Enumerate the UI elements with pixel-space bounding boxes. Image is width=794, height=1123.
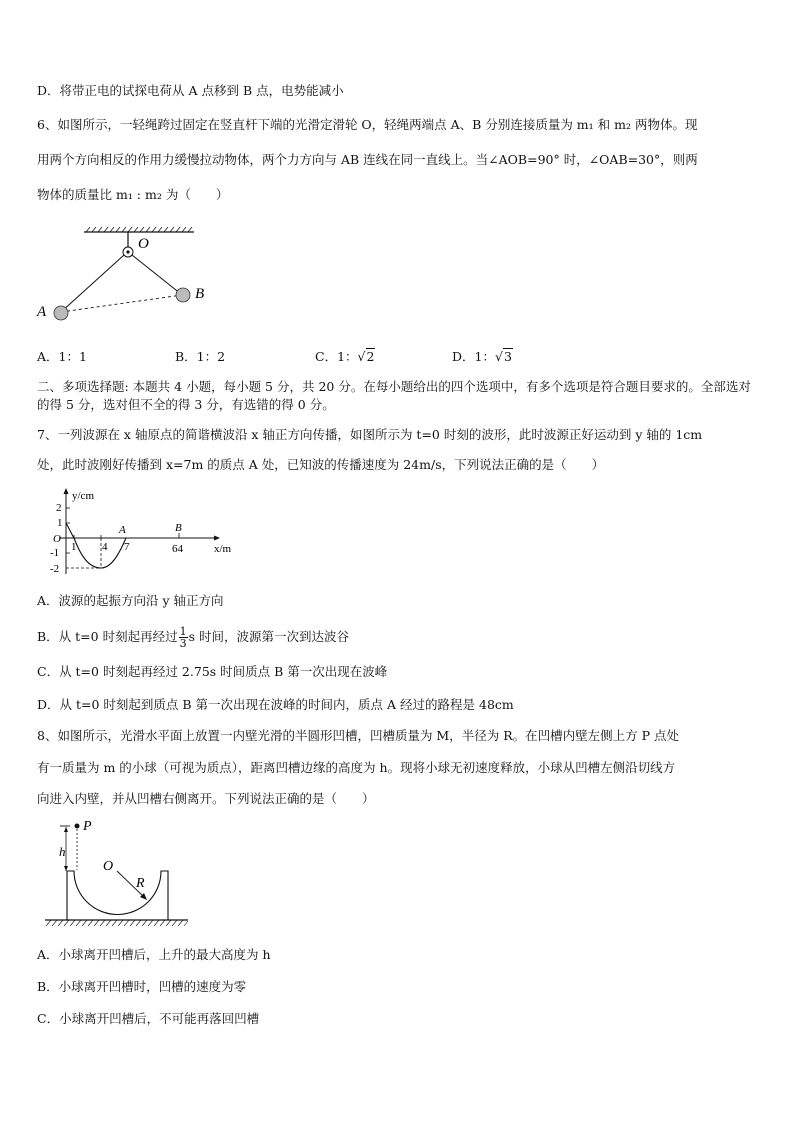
q7-option-c: C．从 t=0 时刻起再经过 2.75s 时间质点 B 第一次出现在波峰 — [37, 664, 388, 679]
point-b-label: B — [175, 522, 182, 534]
origin-label: O — [53, 533, 61, 545]
mass-a — [54, 306, 68, 320]
section-2-header: 二、多项选择题: 本题共 4 小题，每小题 5 分，共 20 分。在每小题给出的四个选项中，有多个选项是符合题目要求的。全部选对的得 5 分，选对但不全的得 3 分，有选错的得 0 分。 — [37, 379, 751, 412]
q7-option-b — [37, 626, 349, 649]
label-p: P — [83, 819, 92, 834]
point-a-label: A — [119, 524, 126, 536]
q8-option-c: C．小球离开凹槽后，不可能再落回凹槽 — [37, 1011, 260, 1026]
q7-stem-line-2: 处，此时波刚好传播到 x=7m 的质点 A 处，已知波的传播速度为 24m/s，下列说法正确的是（ ） — [37, 457, 605, 472]
rope-ob — [132, 255, 181, 294]
fraction-denominator: 3 — [179, 637, 187, 650]
y-axis-arrow — [64, 488, 69, 494]
y-tick-m2: -2 — [50, 563, 60, 575]
q7-wave-figure — [44, 486, 244, 578]
sqrt-symbol: √ — [494, 349, 503, 364]
label-r: R — [136, 876, 145, 891]
x-tick-4: 4 — [102, 541, 108, 553]
label-h: h — [59, 844, 66, 859]
q5-option-d: D．将带正电的试探电荷从 A 点移到 B 点，电势能减小 — [37, 83, 344, 98]
label-b: B — [195, 286, 205, 302]
q6-pulley-figure — [34, 224, 234, 329]
q6-stem-line-3: 物体的质量比 m₁ : m₂ 为（ ） — [37, 187, 229, 202]
q6-option-c-prefix: C．1： — [315, 349, 358, 364]
q6-options — [37, 347, 759, 367]
q6-option-d — [452, 347, 513, 365]
q6-option-d-prefix: D．1： — [452, 349, 495, 364]
y-tick-1: 1 — [57, 517, 63, 529]
q8-option-a: A．小球离开凹槽后，上升的最大高度为 h — [37, 947, 271, 962]
sqrt-symbol: √ — [357, 349, 366, 364]
q8-stem-line-3: 向进入内壁，并从凹槽右侧离开。下列说法正确的是（ ） — [37, 791, 375, 806]
x-axis-label: x/m — [214, 543, 232, 555]
q7-option-b-prefix: B．从 t=0 时刻起再经过 — [37, 629, 178, 644]
q8-stem-line-1: 8、如图所示，光滑水平面上放置一内壁光滑的半圆形凹槽，凹槽质量为 M，半径为 R。在凹槽内壁左侧上方 P 点处 — [37, 728, 679, 743]
label-o: O — [138, 236, 149, 252]
q7-option-a: A．波源的起振方向沿 y 轴正方向 — [37, 593, 224, 608]
y-tick-2: 2 — [56, 502, 62, 514]
q7-option-b-suffix: s 时间，波源第一次到达波谷 — [188, 629, 349, 644]
x-axis-arrow — [214, 536, 220, 541]
q8-stem-line-2: 有一质量为 m 的小球（可视为质点），距离凹槽边缘的高度为 h。现将小球无初速度释放，小球从凹槽左侧沿切线方 — [37, 760, 676, 775]
h-arrow-bottom — [64, 866, 68, 871]
rope-oa — [61, 255, 124, 312]
label-o: O — [103, 859, 114, 874]
label-a: A — [37, 304, 47, 320]
ceiling-hatch — [84, 227, 194, 232]
q6-option-d-radicand: 3 — [503, 349, 512, 364]
q6-option-a: A．1：1 — [37, 349, 87, 364]
q8-groove-figure — [40, 815, 190, 935]
groove-body — [67, 871, 168, 920]
q6-stem-line-2: 用两个方向相反的作用力缓慢拉动物体，两个力方向与 AB 连线在同一直线上。当∠AOB=90° 时，∠OAB=30°，则两 — [37, 152, 698, 167]
y-tick-m1: -1 — [50, 547, 60, 559]
mass-b — [176, 288, 190, 302]
q7-option-d: D．从 t=0 时刻起到质点 B 第一次出现在波峰的时间内，质点 A 经过的路程是 48cm — [37, 697, 514, 712]
dashed-ab — [61, 295, 182, 312]
ball-p — [75, 824, 80, 829]
q6-option-c-radicand: 2 — [366, 349, 375, 364]
q6-option-b: B．1：2 — [175, 349, 226, 364]
x-tick-7: 7 — [124, 541, 130, 553]
pulley-axle — [126, 250, 129, 253]
q7-stem-line-1: 7、一列波源在 x 轴原点的简谐横波沿 x 轴正方向传播，如图所示为 t=0 时刻的波形，此时波源正好运动到 y 轴的 1cm — [37, 427, 703, 442]
fraction-one-third — [179, 626, 188, 649]
fraction-numerator: 1 — [179, 625, 187, 638]
ground-hatch — [46, 920, 188, 926]
q6-option-c — [315, 347, 375, 365]
h-arrow-top — [64, 827, 68, 832]
x-tick-1: 1 — [71, 541, 77, 553]
q6-stem-line-1: 6、如图所示，一轻绳跨过固定在竖直杆下端的光滑定滑轮 O，轻绳两端点 A、B 分别连接质量为 m₁ 和 m₂ 两物体。现 — [37, 117, 698, 132]
q8-option-b: B．小球离开凹槽时，凹槽的速度为零 — [37, 979, 247, 994]
y-axis-label: y/cm — [72, 490, 94, 502]
x-tick-64: 64 — [172, 543, 183, 555]
